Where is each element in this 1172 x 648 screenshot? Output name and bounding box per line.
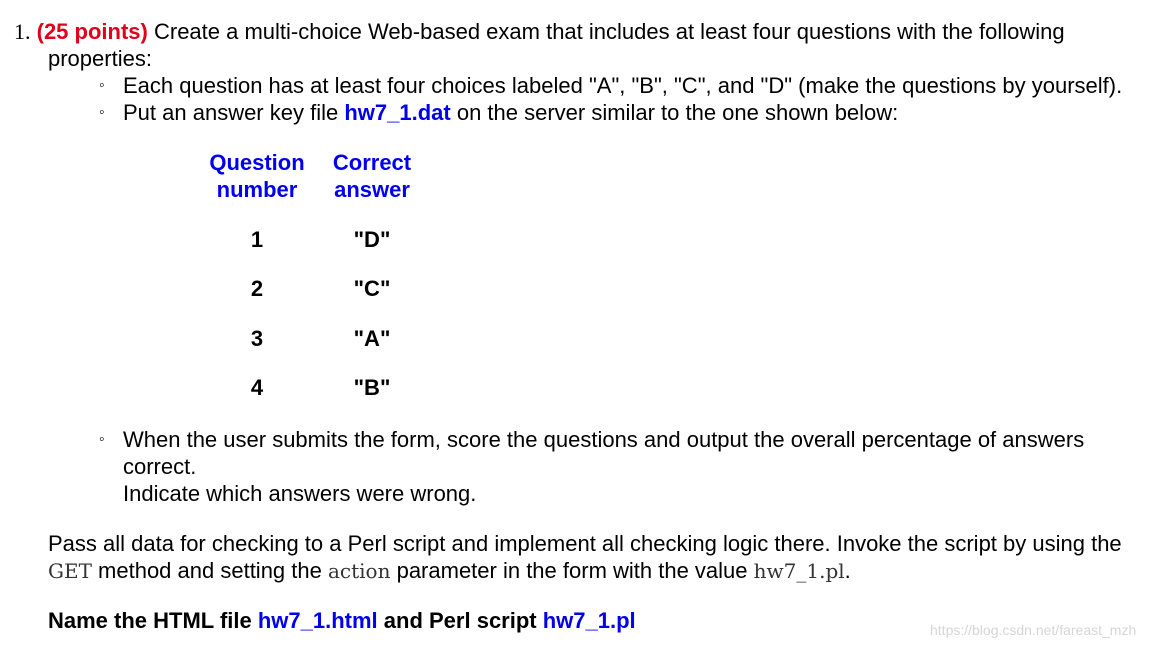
bullet-submit-line1: When the user submits the form, score the questions and output the overall percentage of answers [123,427,1085,452]
name-line [48,607,636,634]
header-answer-line2: answer [334,177,410,202]
header-answer-line1: Correct [332,150,412,175]
name-line-part1: Name the HTML file [48,608,258,633]
question-header [14,18,1065,45]
table-header-answer [322,149,422,203]
table-cell-answer: "D" [353,227,391,252]
action-keyword: action [327,559,391,583]
bullet-icon: ◦ [99,431,105,448]
pass-mid2: parameter in the form with the value [390,558,754,583]
pass-paragraph-line2 [48,557,851,585]
get-keyword: GET [48,559,92,583]
bullet-submit-line3: Indicate which answers were wrong. [123,481,477,506]
pass-paragraph-line1: Pass all data for checking to a Perl script and implement all checking logic there. Invoke the script by using the [48,531,1122,556]
perl-filename: hw7_1.pl [542,608,636,633]
watermark: https://blog.csdn.net/fareast_mzh [930,622,1137,638]
question-intro-line1: Create a multi-choice Web-based exam that includes at least four questions with the following [153,19,1065,44]
bullet-answer-key-before: Put an answer key file [123,100,345,125]
pass-end: . [844,558,851,583]
table-cell-answer: "C" [353,276,391,301]
bullet-answer-key-text [123,99,898,126]
answer-key-filename: hw7_1.dat [344,100,451,125]
table-cell-number: 2 [250,276,264,301]
html-filename: hw7_1.html [257,608,378,633]
table-cell-number: 1 [250,227,264,252]
bullet-answer-key-after: on the server similar to the one shown below: [450,100,899,125]
table-cell-number: 4 [250,375,264,400]
bullet-icon: ◦ [99,104,105,121]
name-line-part2: and Perl script [377,608,543,633]
table-cell-answer: "B" [353,375,391,400]
table-cell-number: 3 [250,326,264,351]
question-number: 1. [14,19,31,44]
pass-mid1: method and setting the [91,558,328,583]
bullet-icon: ◦ [99,77,105,94]
points-label: (25 points) [36,19,148,44]
table-header-question [197,149,317,203]
bullet-choices-text: Each question has at least four choices labeled "A", "B", "C", and "D" (make the questions by yourself). [123,73,1123,98]
question-intro-line2: properties: [48,46,152,71]
table-cell-answer: "A" [353,326,391,351]
header-question-line2: number [216,177,298,202]
header-question-line1: Question [209,150,305,175]
action-value: hw7_1.pl [753,559,845,583]
bullet-submit-line2: correct. [123,454,197,479]
